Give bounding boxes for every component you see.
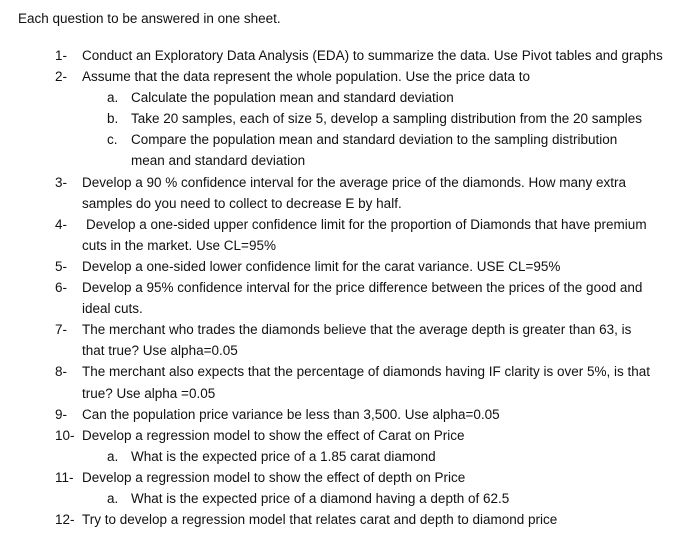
question-number: 5- — [55, 258, 68, 274]
question-11 — [0, 467, 700, 488]
question-number: 9- — [55, 406, 68, 422]
question-text: Develop a regression model to show the effect of Carat on Price — [82, 427, 465, 443]
sub-question-text: What is the expected price of a 1.85 carat diamond — [131, 448, 436, 464]
question-text: Develop a regression model to show the effect of depth on Price — [82, 469, 466, 485]
question-text: that true? Use alpha=0.05 — [82, 343, 238, 359]
sub-question-marker: a. — [107, 90, 119, 106]
question-list — [0, 45, 700, 530]
instructions-header: Each question to be answered in one sheet. — [18, 11, 281, 26]
question-8-continued — [0, 383, 700, 404]
question-number: 10- — [55, 427, 75, 443]
question-8 — [0, 361, 700, 382]
question-2-sub-c — [0, 129, 700, 150]
question-text: The merchant also expects that the percentage of diamonds having IF clarity is over 5%, is that — [82, 364, 651, 380]
question-1 — [0, 45, 700, 66]
question-6-continued — [0, 298, 700, 319]
question-2-sub-a — [0, 87, 700, 108]
question-number: 12- — [55, 512, 75, 528]
question-number: 1- — [55, 48, 68, 63]
question-5 — [0, 256, 700, 277]
sub-question-marker: a. — [107, 490, 119, 506]
sub-question-marker: c. — [107, 132, 118, 148]
question-number: 11- — [55, 469, 74, 485]
question-text: Develop a one-sided lower confidence limit for the carat variance. USE CL=95% — [82, 258, 561, 274]
question-text: Try to develop a regression model that relates carat and depth to diamond price — [82, 512, 558, 528]
question-6 — [0, 277, 700, 298]
question-text: ideal cuts. — [82, 301, 143, 317]
question-text: Assume that the data represent the whole population. Use the price data to — [82, 69, 531, 85]
question-text: Can the population price variance be less than 3,500. Use alpha=0.05 — [82, 406, 500, 422]
question-10 — [0, 425, 700, 446]
question-7-continued — [0, 340, 700, 361]
sub-question-text: Calculate the population mean and standard deviation — [131, 90, 454, 106]
question-text: Develop a one-sided upper confidence limit for the proportion of Diamonds that have premium — [86, 216, 647, 232]
question-text: Develop a 90 % confidence interval for the average price of the diamonds. How many extra — [82, 174, 627, 190]
question-number: 4- — [55, 216, 68, 232]
question-2-sub-c-continued — [0, 150, 700, 171]
question-12 — [0, 509, 700, 530]
question-number: 7- — [55, 322, 68, 338]
question-number: 3- — [55, 174, 68, 190]
question-text: cuts in the market. Use CL=95% — [82, 237, 276, 253]
question-2-sub-b — [0, 108, 700, 129]
sub-question-text: Compare the population mean and standard deviation to the sampling distribution — [131, 132, 618, 148]
sub-question-marker: b. — [107, 111, 119, 127]
question-text: true? Use alpha =0.05 — [82, 385, 216, 401]
question-4 — [0, 214, 700, 235]
question-4-continued — [0, 235, 700, 256]
question-10-sub-a — [0, 446, 700, 467]
question-9 — [0, 404, 700, 425]
question-number: 8- — [55, 364, 68, 380]
sub-question-text: What is the expected price of a diamond having a depth of 62.5 — [131, 490, 510, 506]
sub-question-text: Take 20 samples, each of size 5, develop a sampling distribution from the 20 samples — [131, 111, 643, 127]
question-text: Develop a 95% confidence interval for the price difference between the prices of the good and — [82, 280, 643, 296]
question-11-sub-a — [0, 488, 700, 509]
question-2 — [0, 66, 700, 87]
sub-question-text: mean and standard deviation — [131, 153, 306, 169]
question-number: 6- — [55, 280, 68, 296]
question-3-continued — [0, 193, 700, 214]
question-number: 2- — [55, 69, 68, 85]
question-7 — [0, 319, 700, 340]
question-3 — [0, 172, 700, 193]
sub-question-marker: a. — [107, 448, 119, 464]
question-text: samples do you need to collect to decrease E by half. — [82, 195, 402, 211]
question-text: The merchant who trades the diamonds believe that the average depth is greater than 63, is — [82, 322, 632, 338]
question-text: Conduct an Exploratory Data Analysis (EDA) to summarize the data. Use Pivot tables and graphs — [82, 48, 663, 63]
